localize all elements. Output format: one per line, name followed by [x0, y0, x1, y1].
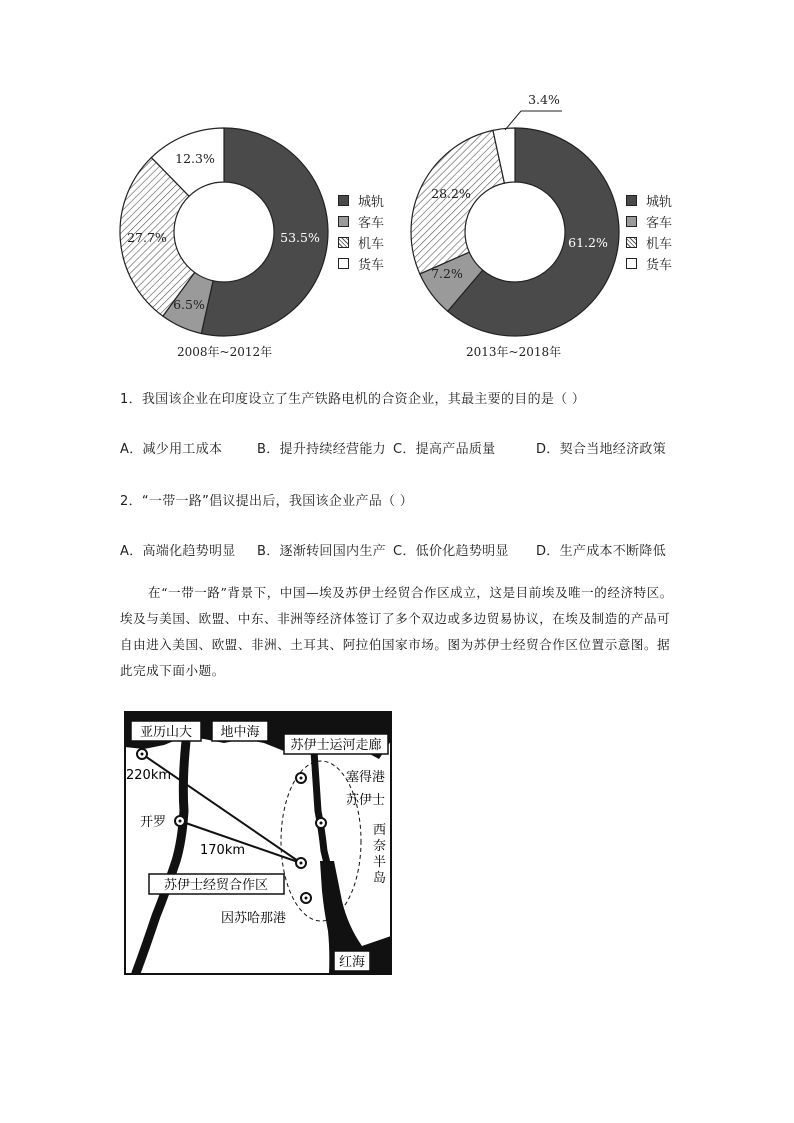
label-port-said: 塞得港: [346, 770, 386, 785]
legend-swatch: [626, 258, 637, 269]
label-sinai-char: 西: [373, 823, 387, 838]
legend-item-huoche: [338, 253, 384, 274]
label-alexandria: 亚历山大: [139, 725, 193, 740]
legend-item-huoche: [626, 253, 672, 274]
legend-label: 客车: [358, 216, 385, 231]
legend-label: 货车: [358, 258, 385, 273]
label-mediterranean: 地中海: [220, 725, 260, 740]
alexandria-marker: [137, 749, 147, 759]
legend-item-jiche: [626, 232, 672, 253]
slice-value-label: 28.2%: [431, 186, 471, 201]
legend-item-chengui: [626, 190, 672, 211]
legend-item-jiche: [338, 232, 384, 253]
legend-label: 机车: [358, 237, 385, 252]
legend-label: 货车: [646, 258, 673, 273]
donut-slice-机车: [411, 130, 504, 274]
slice-value-label: 3.4%: [528, 92, 560, 107]
legend-label: 客车: [646, 216, 673, 231]
legend-label: 城轨: [646, 195, 673, 210]
sokhna-marker: [301, 893, 311, 903]
chart2-legend: [626, 190, 672, 274]
cairo-marker: [175, 816, 185, 826]
question-2-option-b[interactable]: B．逐渐转回国内生产: [257, 544, 386, 559]
label-sokhna: 因苏哈那港: [221, 911, 287, 926]
label-sinai: [373, 823, 386, 886]
label-dist2: 170km: [200, 843, 246, 858]
label-sinai-char: 奈: [373, 839, 387, 854]
question-2-option-a[interactable]: A．高端化趋势明显: [120, 544, 236, 559]
slice-value-label: 7.2%: [431, 266, 463, 281]
callout-line-3.4: [505, 111, 521, 130]
question-2-option-c[interactable]: C．低价化趋势明显: [393, 544, 509, 559]
question-1-option-a[interactable]: A．减少用工成本: [120, 442, 223, 457]
label-sinai-char: 岛: [373, 871, 387, 886]
suez-zone-map: [124, 711, 392, 975]
legend-item-chengui: [338, 190, 384, 211]
legend-swatch: [338, 195, 349, 206]
label-dist1: 220km: [126, 768, 172, 783]
chart1-legend: [338, 190, 384, 274]
legend-item-keche: [338, 211, 384, 232]
slice-value-label: 61.2%: [568, 235, 608, 250]
slice-value-label: 6.5%: [173, 297, 205, 312]
label-canal: 苏伊士运河走廊: [290, 738, 382, 753]
chart1-caption: 2008年~2012年: [177, 345, 273, 359]
label-zone: 苏伊士经贸合作区: [163, 878, 269, 893]
context-paragraph: 在“一带一路”背景下，中国—埃及苏伊士经贸合作区成立，这是目前埃及唯一的经济特区。埃及与美国、欧盟、中东、非洲等经济体签订了多个双边或多边贸易协议，在埃及制造的产品可自由进入美国、欧盟、非洲、土耳其、阿拉伯国家市场。图为苏伊士经贸合作区位置示意图。据此完成下面小题。: [120, 585, 673, 678]
label-red-sea: 红海: [338, 955, 366, 970]
label-sinai-char: 半: [373, 855, 387, 870]
legend-label: 城轨: [358, 195, 385, 210]
question-2-option-d[interactable]: D．生产成本不断降低: [536, 544, 667, 559]
chart2-caption: 2013年~2018年: [466, 345, 562, 359]
slice-value-label: 53.5%: [280, 230, 320, 245]
legend-swatch: [338, 216, 349, 227]
suez-marker: [316, 818, 326, 828]
legend-swatch: [626, 195, 637, 206]
port-said-marker: [296, 773, 306, 783]
legend-swatch: [626, 237, 637, 248]
question-1-option-c[interactable]: C．提高产品质量: [393, 442, 496, 457]
label-suez: 苏伊士: [346, 793, 386, 808]
donut-chart-2008-2012: [120, 128, 328, 336]
zone-marker: [296, 858, 306, 868]
slice-value-label: 27.7%: [127, 230, 167, 245]
question-1-option-b[interactable]: B．提升持续经营能力: [257, 442, 386, 457]
pie-charts: [0, 90, 794, 370]
legend-item-keche: [626, 211, 672, 232]
legend-swatch: [338, 258, 349, 269]
legend-swatch: [338, 237, 349, 248]
question-2-stem: 2．“一带一路”倡议提出后，我国该企业产品（ ）: [120, 494, 414, 509]
donut-chart-2013-2018: [411, 92, 619, 336]
slice-value-label: 12.3%: [175, 151, 215, 166]
question-1-option-d[interactable]: D．契合当地经济政策: [536, 442, 667, 457]
legend-swatch: [626, 216, 637, 227]
label-cairo: 开罗: [140, 815, 167, 830]
legend-label: 机车: [646, 237, 673, 252]
question-1-stem: 1．我国该企业在印度设立了生产铁路电机的合资企业，其最主要的目的是（ ）: [120, 392, 586, 407]
